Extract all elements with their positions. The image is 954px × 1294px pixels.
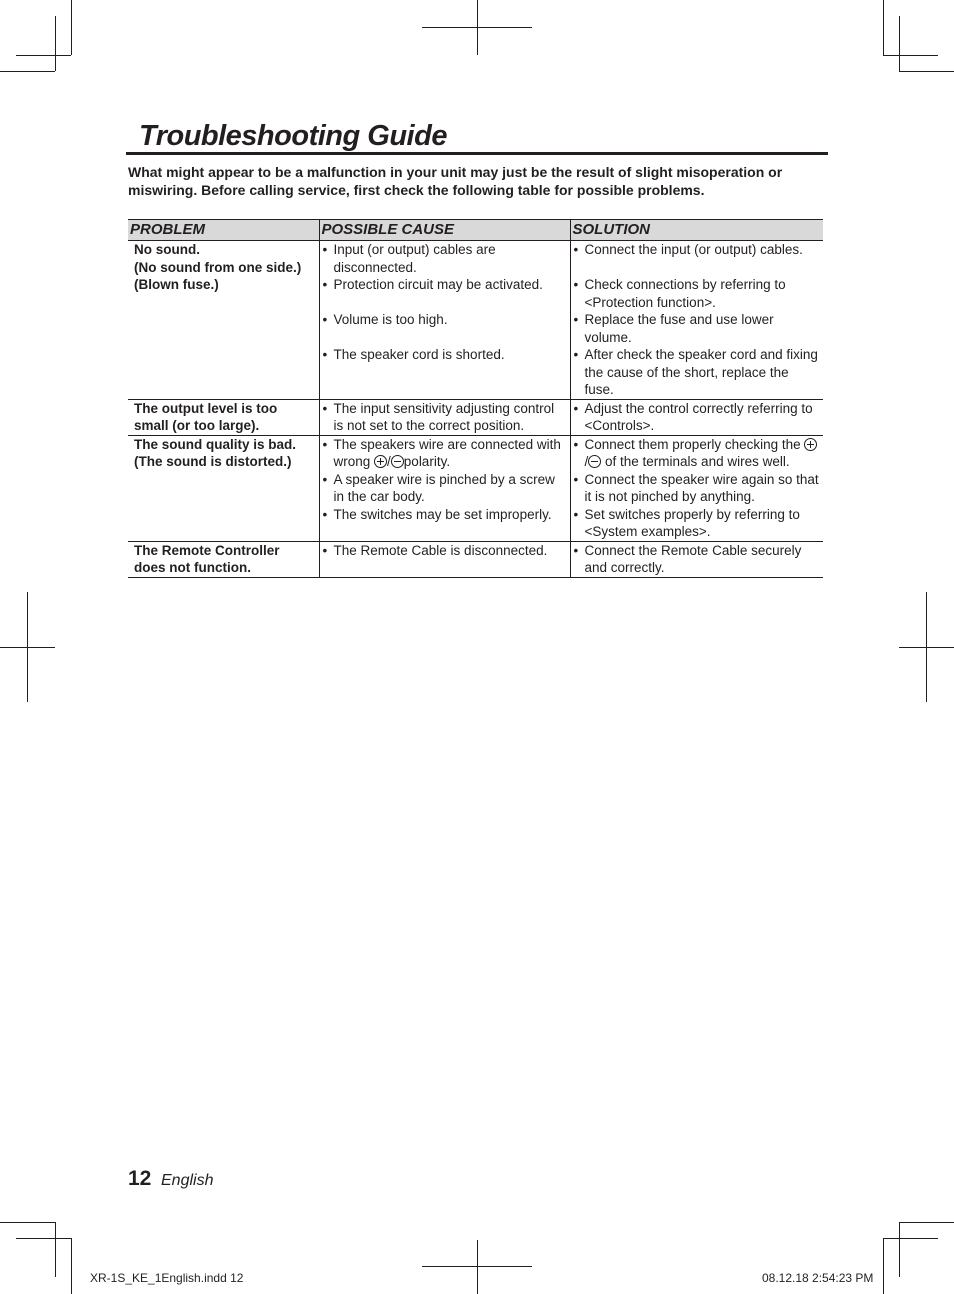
page-language: English: [161, 1172, 214, 1189]
solution-item: • Adjust the control correctly referring to <Controls>.: [573, 400, 820, 435]
problem-cell: [128, 435, 319, 541]
problem-line: The Remote Controller does not function.: [134, 542, 280, 575]
problem-cell: [128, 241, 319, 400]
cause-item: • The input sensitivity adjusting control is not set to the correct position.: [322, 400, 566, 435]
page-title: Troubleshooting Guide: [139, 120, 447, 152]
solution-cell: [570, 241, 823, 400]
solution-item: • Set switches properly by referring to <System examples>.: [573, 506, 820, 541]
cause-text: polarity.: [403, 454, 451, 469]
problem-line: (Blown fuse.): [134, 277, 219, 292]
cause-item: • Volume is too high.: [322, 311, 566, 329]
solution-item: • Connect the input (or output) cables.: [573, 241, 820, 259]
problem-line: No sound.: [134, 242, 200, 257]
cause-item: [322, 436, 566, 471]
cause-item: • A speaker wire is pinched by a screw in the car body.: [322, 471, 566, 506]
table-row: [128, 541, 823, 577]
problem-line: The sound quality is bad.: [134, 436, 297, 452]
cause-cell: [319, 241, 570, 400]
problem-cell: [128, 541, 319, 577]
plus-circle-icon: [804, 438, 817, 451]
cause-item: • Input (or output) cables are disconnected.: [322, 241, 566, 276]
table-row: [128, 435, 823, 541]
header-problem: PROBLEM: [128, 220, 319, 241]
cause-cell: [319, 399, 570, 435]
solution-text: of the terminals and wires well.: [601, 454, 790, 469]
minus-circle-icon: [391, 455, 404, 468]
header-possible-cause: POSSIBLE CAUSE: [319, 220, 570, 241]
cause-item: • The speaker cord is shorted.: [322, 346, 566, 364]
table-header-row: [128, 220, 823, 241]
solution-item: • Check connections by referring to <Protection function>.: [573, 276, 820, 311]
problem-cell: [128, 399, 319, 435]
solution-item: • After check the speaker cord and fixing the cause of the short, replace the fuse.: [573, 346, 820, 399]
cause-text: The speakers wire are connected with wrong: [333, 436, 561, 469]
solution-cell: [570, 541, 823, 577]
solution-item: • Connect the Remote Cable securely and correctly.: [573, 542, 820, 577]
solution-item: • Connect the speaker wire again so that it is not pinched by anything.: [573, 471, 820, 506]
slug-timestamp: 08.12.18 2:54:23 PM: [762, 1271, 874, 1285]
cause-cell: [319, 435, 570, 541]
header-solution: SOLUTION: [570, 220, 823, 241]
polarity-slash: /: [584, 454, 589, 469]
cause-cell: [319, 541, 570, 577]
page-number: 12: [128, 1167, 152, 1190]
cause-item: • Protection circuit may be activated.: [322, 276, 566, 294]
solution-cell: [570, 399, 823, 435]
minus-circle-icon: [588, 455, 601, 468]
problem-line: (The sound is distorted.): [134, 454, 292, 469]
plus-circle-icon: [374, 455, 387, 468]
solution-item: [573, 436, 820, 471]
table-row: [128, 241, 823, 400]
solution-item: • Replace the fuse and use lower volume.: [573, 311, 820, 346]
table-row: [128, 399, 823, 435]
solution-cell: [570, 435, 823, 541]
polarity-slash: /: [387, 454, 391, 469]
problem-line: The output level is too small (or too large).: [134, 400, 278, 433]
solution-text: Connect them properly checking the: [584, 436, 805, 452]
troubleshooting-table: [128, 219, 823, 578]
intro-text: What might appear to be a malfunction in your unit may just be the result of slight misoperation or miswiring. Before calling service, first check the following table for possible problems.: [128, 164, 783, 198]
cause-item: • The switches may be set improperly.: [322, 506, 566, 524]
title-rule: [126, 152, 828, 155]
cause-item: • The Remote Cable is disconnected.: [322, 542, 566, 560]
slug-filename: XR-1S_KE_1English.indd 12: [90, 1271, 244, 1285]
problem-line: (No sound from one side.): [134, 259, 302, 275]
